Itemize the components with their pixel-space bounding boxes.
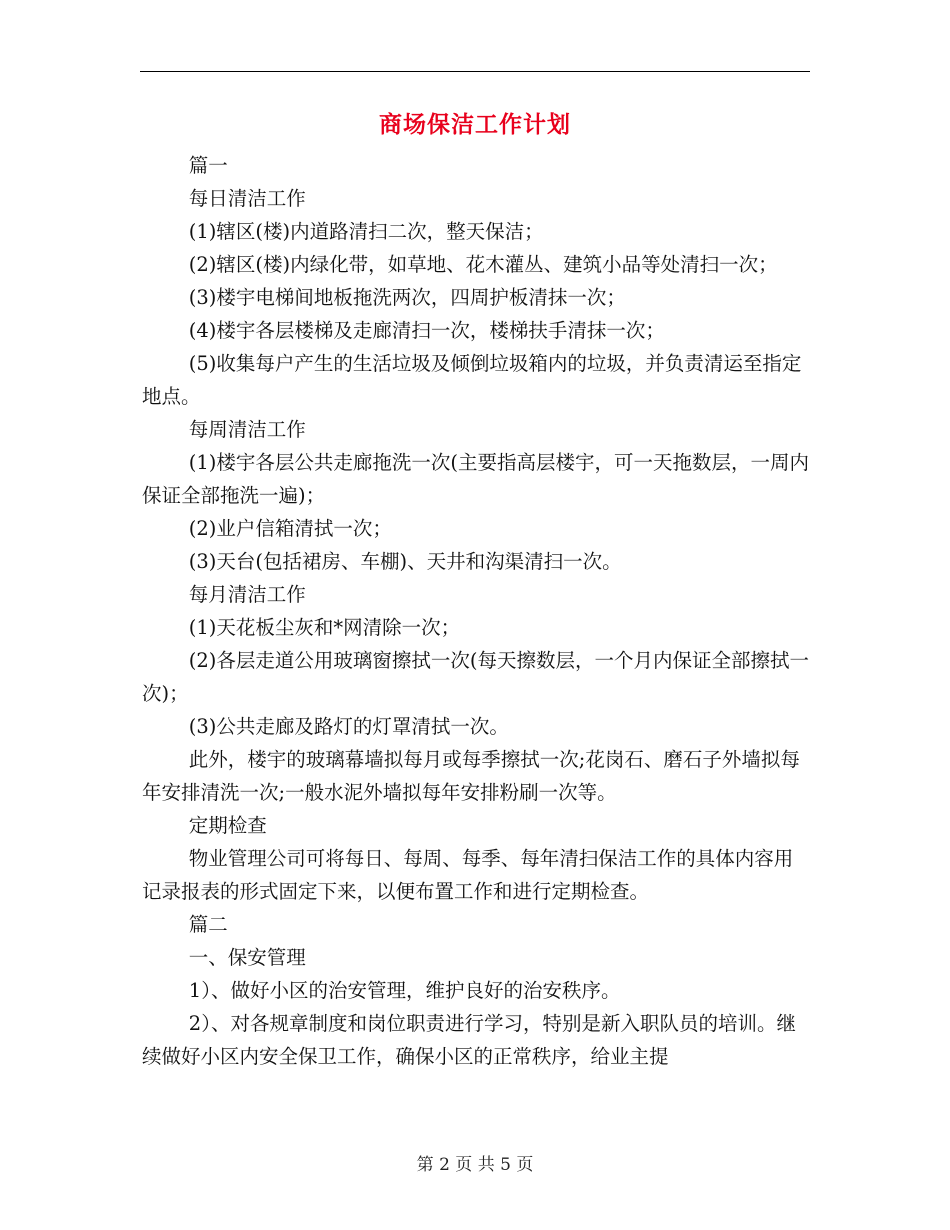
paragraph: 2）、对各规章制度和岗位职责进行学习，特别是新入职队员的培训。继续做好小区内安全保卫工作，确保小区的正常秩序，给业主提 [142,1012,796,1068]
paragraph: 每周清洁工作 [188,418,306,441]
paragraph: 定期检查 [188,814,267,837]
paragraph: 物业管理公司可将每日、每周、每季、每年清扫保洁工作的具体内容用记录报表的形式固定下来，以便布置工作和进行定期检查。 [142,847,794,903]
paragraph: 每月清洁工作 [188,583,306,606]
paragraph: (1)辖区(楼)内道路清扫二次，整天保洁； [188,220,544,243]
document-title: 商场保洁工作计划 [379,112,571,138]
paragraph: (5)收集每户产生的生活垃圾及倾倒垃圾箱内的垃圾，并负责清运至指定地点。 [142,352,802,408]
paragraph: (3)楼宇电梯间地板拖洗两次，四周护板清抹一次； [188,286,626,309]
paragraph: 每日清洁工作 [188,187,306,210]
paragraph: (2)辖区(楼)内绿化带，如草地、花木灌丛、建筑小品等处清扫一次； [188,253,778,276]
header-rule [140,71,810,72]
paragraph: (3)公共走廊及路灯的灯罩清拭一次。 [188,715,509,738]
paragraph: 篇二 [188,913,228,936]
paragraph: 一、保安管理 [188,946,306,969]
paragraph: (4)楼宇各层楼梯及走廊清扫一次，楼梯扶手清抹一次； [188,319,665,342]
paragraph: 此外，楼宇的玻璃幕墙拟每月或每季擦拭一次;花岗石、磨石子外墙拟每年安排清洗一次;一般水泥外墙拟每年安排粉刷一次等。 [142,748,800,804]
paragraph: (3)天台(包括裙房、车棚)、天井和沟渠清扫一次。 [188,550,622,573]
page-number-footer: 第 2 页 共 5 页 [416,1155,534,1175]
paragraph: 篇一 [188,154,228,177]
paragraph: (2)业户信箱清拭一次； [188,517,392,540]
paragraph: 1）、做好小区的治安管理，维护良好的治安秩序。 [188,979,621,1002]
paragraph: (2)各层走道公用玻璃窗擦拭一次(每天擦数层，一个月内保证全部擦拭一次)； [142,649,810,705]
paragraph: (1)楼宇各层公共走廊拖洗一次(主要指高层楼宇，可一天拖数层，一周内保证全部拖洗一遍)； [142,451,810,507]
document-body [142,149,810,1073]
paragraph: (1)天花板尘灰和*网清除一次； [188,616,461,639]
